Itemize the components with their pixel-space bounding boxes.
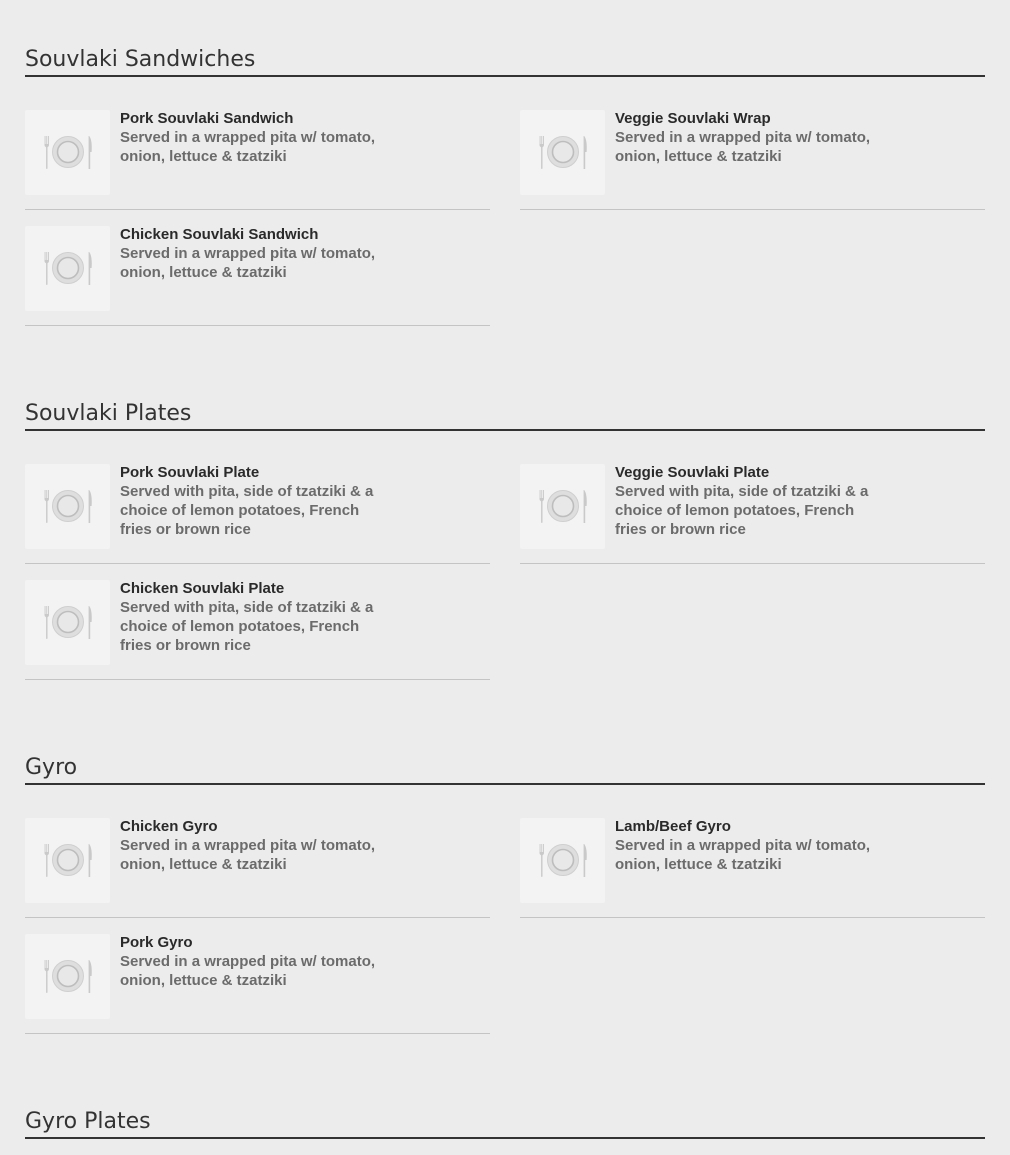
menu-item-text	[120, 934, 390, 990]
menu-item-description: Served with pita, side of tzatziki & a choice of lemon potatoes, French fries or brown rice	[120, 483, 374, 538]
menu-item-name: Veggie Souvlaki Wrap	[615, 110, 771, 127]
plate-fork-knife-icon	[520, 464, 605, 549]
menu-item-name: Chicken Souvlaki Plate	[120, 580, 285, 597]
plate-fork-knife-icon	[520, 110, 605, 195]
menu-item-name: Pork Souvlaki Plate	[120, 464, 260, 481]
menu-item-text	[120, 818, 390, 874]
plate-fork-knife-icon	[25, 818, 110, 903]
menu-item-name: Chicken Gyro	[120, 818, 218, 835]
menu-item-text	[615, 464, 885, 539]
menu-item[interactable]	[25, 934, 490, 1034]
menu-item[interactable]	[520, 110, 985, 210]
menu-item-name: Veggie Souvlaki Plate	[615, 464, 770, 481]
menu-item-text	[120, 464, 390, 539]
menu-item[interactable]	[25, 464, 490, 564]
menu-item[interactable]	[25, 226, 490, 326]
menu-item-description: Served in a wrapped pita w/ tomato, onion, lettuce & tzatziki	[120, 837, 376, 873]
menu-item-text	[120, 580, 390, 655]
menu-item[interactable]	[25, 580, 490, 680]
menu-item-text	[120, 110, 390, 166]
menu-item-name: Pork Gyro	[120, 934, 193, 951]
section-title: Souvlaki Sandwiches	[25, 45, 985, 77]
menu-item-name: Chicken Souvlaki Sandwich	[120, 226, 319, 243]
menu-item-description: Served in a wrapped pita w/ tomato, onion, lettuce & tzatziki	[615, 129, 871, 165]
plate-fork-knife-icon	[25, 464, 110, 549]
menu-item[interactable]	[520, 464, 985, 564]
menu-item-name: Lamb/Beef Gyro	[615, 818, 731, 835]
menu-item[interactable]	[520, 818, 985, 918]
menu-item-description: Served in a wrapped pita w/ tomato, onion, lettuce & tzatziki	[120, 953, 376, 989]
section-title: Souvlaki Plates	[25, 399, 985, 431]
menu-item-description: Served in a wrapped pita w/ tomato, onion, lettuce & tzatziki	[615, 837, 871, 873]
plate-fork-knife-icon	[25, 110, 110, 195]
menu-item[interactable]	[25, 818, 490, 918]
menu-section-souvlaki-plates	[25, 399, 985, 654]
plate-fork-knife-icon	[25, 934, 110, 1019]
plate-fork-knife-icon	[25, 580, 110, 665]
menu-item-text	[120, 226, 390, 282]
menu-item-description: Served with pita, side of tzatziki & a choice of lemon potatoes, French fries or brown rice	[120, 599, 374, 654]
menu-item-description: Served in a wrapped pita w/ tomato, onion, lettuce & tzatziki	[120, 245, 376, 281]
plate-fork-knife-icon	[25, 226, 110, 311]
menu-section-souvlaki-sandwiches	[25, 45, 985, 281]
menu-item-text	[615, 818, 885, 874]
menu-section-gyro-plates	[25, 1107, 985, 1139]
plate-fork-knife-icon	[520, 818, 605, 903]
section-title: Gyro Plates	[25, 1107, 985, 1139]
menu-item-name: Pork Souvlaki Sandwich	[120, 110, 294, 127]
menu-item[interactable]	[25, 110, 490, 210]
menu-item-text	[615, 110, 885, 166]
section-title: Gyro	[25, 753, 985, 785]
menu-section-gyro	[25, 753, 985, 989]
menu-item-description: Served with pita, side of tzatziki & a choice of lemon potatoes, French fries or brown rice	[615, 483, 869, 538]
menu-item-description: Served in a wrapped pita w/ tomato, onion, lettuce & tzatziki	[120, 129, 376, 165]
